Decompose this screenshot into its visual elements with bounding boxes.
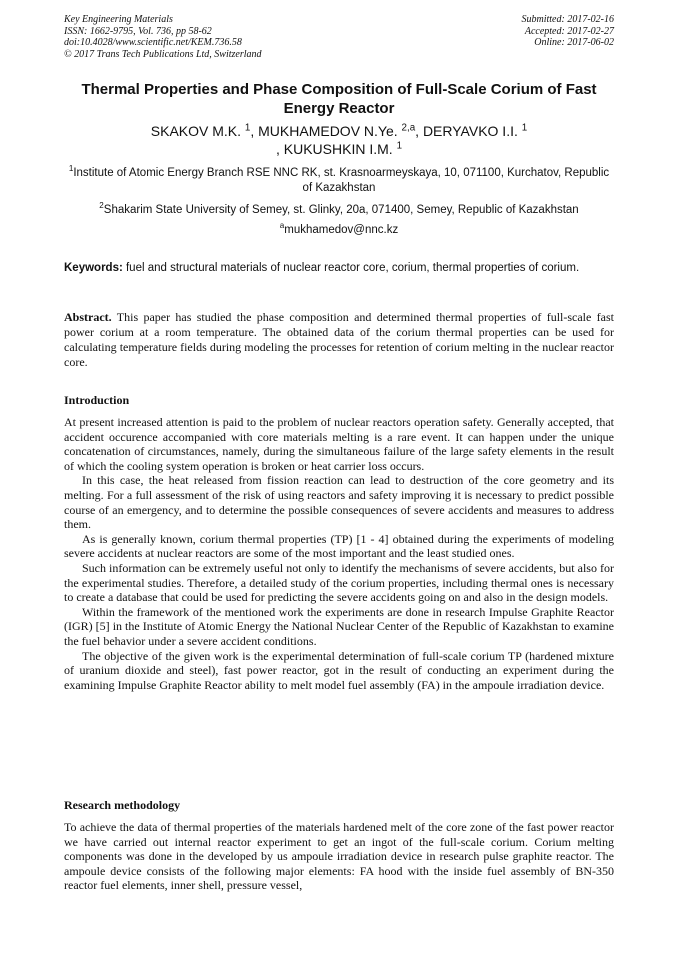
affiliation-mark: a — [279, 221, 285, 231]
abstract-text: This paper has studied the phase composition and determined thermal properties of full-scale fast power corium at a room temperature. The obtained data of the corium thermal properties can be used for calculating temperature fields during modeling the processes for retention of corium melting in the nuclear reactor core. — [64, 310, 614, 369]
paragraph: As is generally known, corium thermal properties (TP) [1 - 4] obtained during the experiments of modeling severe accidents at nuclear reactors are some of the most important and the least studied ones. — [64, 531, 614, 561]
author-name: , DERYAVKO I.I. — [415, 123, 522, 139]
abstract-label: Abstract. — [64, 310, 112, 324]
journal-info — [64, 14, 262, 60]
introduction-heading: Introduction — [64, 393, 130, 407]
author-name: , KUKUSHKIN I.M. — [275, 141, 397, 157]
keywords-text: fuel and structural materials of nuclear reactor core, corium, thermal properties of corium. — [122, 262, 580, 274]
author-affiliation-mark: 1 — [244, 122, 251, 134]
paragraph: Within the framework of the mentioned work the experiments are done in research Impulse Graphite Reactor (IGR) [5] in the Institute of Atomic Energy the National Nuclear Center of the Republic of Kazakhstan to examine the fuel behavior under a severe accident conditions. — [64, 604, 614, 648]
author-affiliation-mark: 1 — [521, 122, 528, 134]
keywords — [64, 261, 614, 276]
paragraph: At present increased attention is paid to the problem of nuclear reactors operation safety. Generally accepted, that accident occurence accompanied with core materials melting is a rare event. It can happen under the unique concatenation of circumstances, namely, during the simultaneous failure of the large safety elements in the result of which the cooling system operation is broken or heat carrier loss occurs. — [64, 415, 614, 473]
issn-volume: ISSN: 1662-9795, Vol. 736, pp 58-62 — [64, 25, 212, 37]
author-name: , MUKHAMEDOV N.Ye. — [250, 123, 402, 139]
paragraph: In this case, the heat released from fission reaction can lead to destruction of the core geometry and its melting. For a full assessment of the risk of using reactors and safety improving it is necessary to predict possible course of an emergency, and to determine the possible consequences of severe accidents and measures to address them. — [64, 473, 614, 532]
copyright: © 2017 Trans Tech Publications Ltd, Switzerland — [64, 48, 262, 60]
affiliation-text: Institute of Atomic Energy Branch RSE NNC RK, st. Krasnoarmeyskaya, 10, 071100, Kurchatov, Republic of Kazakhstan — [73, 167, 610, 194]
introduction-section — [64, 415, 614, 692]
affiliation-mark: 2 — [99, 201, 104, 211]
paragraph: The objective of the given work is the experimental determination of full-scale corium TP (hardened mixture of uranium dioxide and steel), fast power reactor, got in the result of conducting an experiment during the examining Impulse Graphite Reactor ability to melt model fuel assembly (FA) in the ampoule irradiation device. — [64, 648, 614, 692]
online-date: Online: 2017-06-02 — [534, 37, 614, 48]
author-affiliation-mark: 1 — [396, 140, 403, 152]
affiliation-1 — [64, 166, 614, 196]
submitted-date: Submitted: 2017-02-16 — [521, 14, 614, 25]
affiliation-mark: 1 — [68, 164, 74, 174]
affiliation-text: Shakarim State University of Semey, st. Glinky, 20a, 071400, Semey, Republic of Kazakhstan — [103, 204, 579, 216]
abstract — [64, 310, 614, 370]
journal-name: Key Engineering Materials — [64, 14, 173, 25]
methodology-heading: Research methodology — [64, 798, 181, 812]
publication-dates — [522, 14, 615, 49]
affiliation-2 — [64, 203, 614, 218]
accepted-date: Accepted: 2017-02-27 — [524, 25, 614, 37]
author-list — [60, 122, 618, 158]
keywords-label: Keywords: — [64, 262, 123, 274]
email-address[interactable]: mukhamedov@nnc.kz — [284, 224, 399, 236]
methodology-section — [64, 820, 614, 893]
author-name: SKAKOV M.K. — [150, 123, 245, 139]
author-affiliation-mark: 2,a — [401, 122, 416, 134]
paper-title: Thermal Properties and Phase Composition of Full-Scale Corium of Fast Energy Reactor — [81, 81, 597, 117]
paragraph: Such information can be extremely useful not only to identify the mechanisms of severe accidents, but also for the experimental studies. Therefore, a detailed study of the corium properties, including thermal ones is necessary to create a database that could be used for predicting the severe accidents going on and also in the design models. — [64, 560, 614, 605]
paragraph: To achieve the data of thermal properties of the materials hardened melt of the core zone of the fast power reactor we have carried out internal reactor experiment to get an ingot of the full-scale corium. Corium melting components was done in the developed by us ampoule irradiation device in research pulse graphite reactor. The ampoule device consists of the following major elements: FA hood with the inside fuel assembly of BN-350 reactor fuel elements, inner shell, pressure vessel, — [64, 820, 614, 893]
author-email — [64, 223, 614, 238]
doi: doi:10.4028/www.scientific.net/KEM.736.58 — [64, 37, 242, 48]
